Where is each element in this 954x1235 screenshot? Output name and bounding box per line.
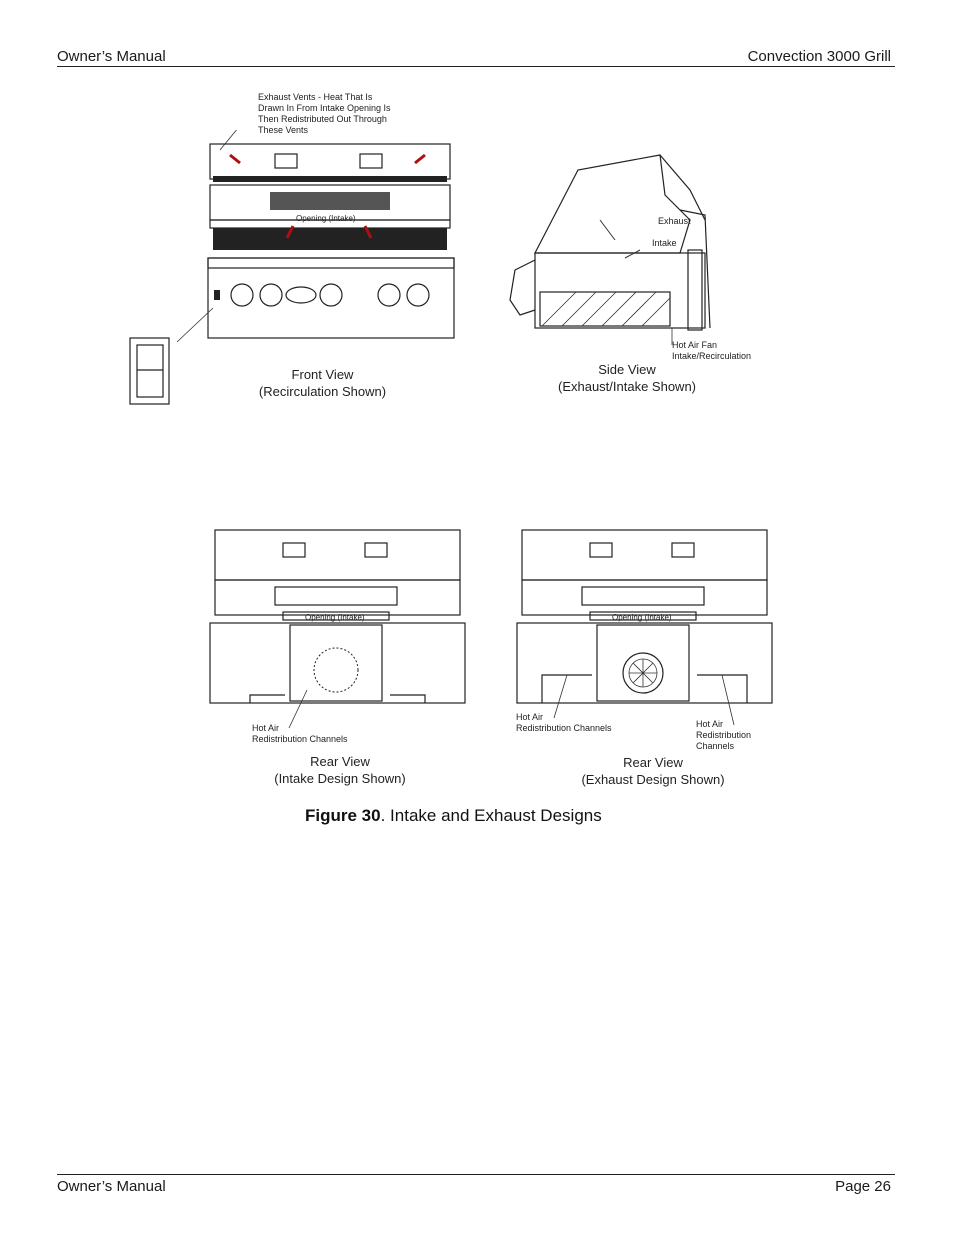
rear-exhaust-right-line1: Hot Air — [696, 719, 724, 729]
header-right: Convection 3000 Grill — [747, 48, 891, 65]
footer-left: Owner’s Manual — [57, 1178, 166, 1195]
rear-intake-caption-line1: Rear View — [310, 754, 370, 769]
side-intake-label: Intake — [652, 238, 677, 248]
front-opening-label: Opening (Intake) — [296, 214, 356, 223]
front-caption-line2: (Recirculation Shown) — [258, 384, 387, 399]
rear-exhaust-caption — [563, 754, 743, 788]
rear-exhaust-caption-line1: Rear View — [623, 755, 683, 770]
side-exhaust-label: Exhaust — [658, 216, 691, 226]
front-view-caption — [240, 366, 405, 400]
side-fan-line1: Hot Air Fan — [672, 340, 718, 350]
rear-exhaust-right-line2: Redistribution — [696, 730, 752, 740]
rear-intake-caption-line2: (Intake Design Shown) — [274, 771, 406, 786]
rear-exhaust-right-label — [696, 719, 751, 752]
side-view-drawing — [500, 150, 740, 350]
rear-intake-opening-label: Opening (Intake) — [305, 613, 365, 622]
side-fan-label — [672, 340, 751, 362]
rear-intake-channels-line1: Hot Air — [252, 723, 280, 733]
side-fan-line2: Intake/Recirculation — [672, 351, 752, 361]
rear-intake-channels-label — [252, 723, 348, 745]
footer-right: Page 26 — [835, 1178, 891, 1195]
figure-number: Figure 30 — [305, 806, 381, 825]
side-caption-line1: Side View — [598, 362, 656, 377]
front-callout: Exhaust Vents - Heat That Is Drawn In From Intake Opening Is Then Redistributed Out Through These Vents — [258, 92, 391, 135]
header-left: Owner’s Manual — [57, 48, 166, 65]
rear-exhaust-left-line1: Hot Air — [516, 712, 544, 722]
rear-exhaust-left-label — [516, 712, 612, 734]
rear-intake-caption — [255, 753, 425, 787]
rear-exhaust-opening-label: Opening (Intake) — [612, 613, 672, 622]
footer-rule — [57, 1174, 895, 1175]
rear-intake-channels-line2: Redistribution Channels — [252, 734, 348, 744]
figure-caption — [305, 806, 602, 826]
front-caption-line1: Front View — [291, 367, 354, 382]
rear-intake-drawing — [205, 525, 470, 745]
side-view-caption — [542, 361, 712, 395]
rear-exhaust-left-line2: Redistribution Channels — [516, 723, 612, 733]
rear-exhaust-caption-line2: (Exhaust Design Shown) — [581, 772, 725, 787]
side-caption-line2: (Exhaust/Intake Shown) — [557, 379, 697, 394]
figure-title: . Intake and Exhaust Designs — [380, 806, 602, 825]
rear-exhaust-right-line3: Channels — [696, 741, 735, 751]
header-rule — [57, 66, 895, 67]
